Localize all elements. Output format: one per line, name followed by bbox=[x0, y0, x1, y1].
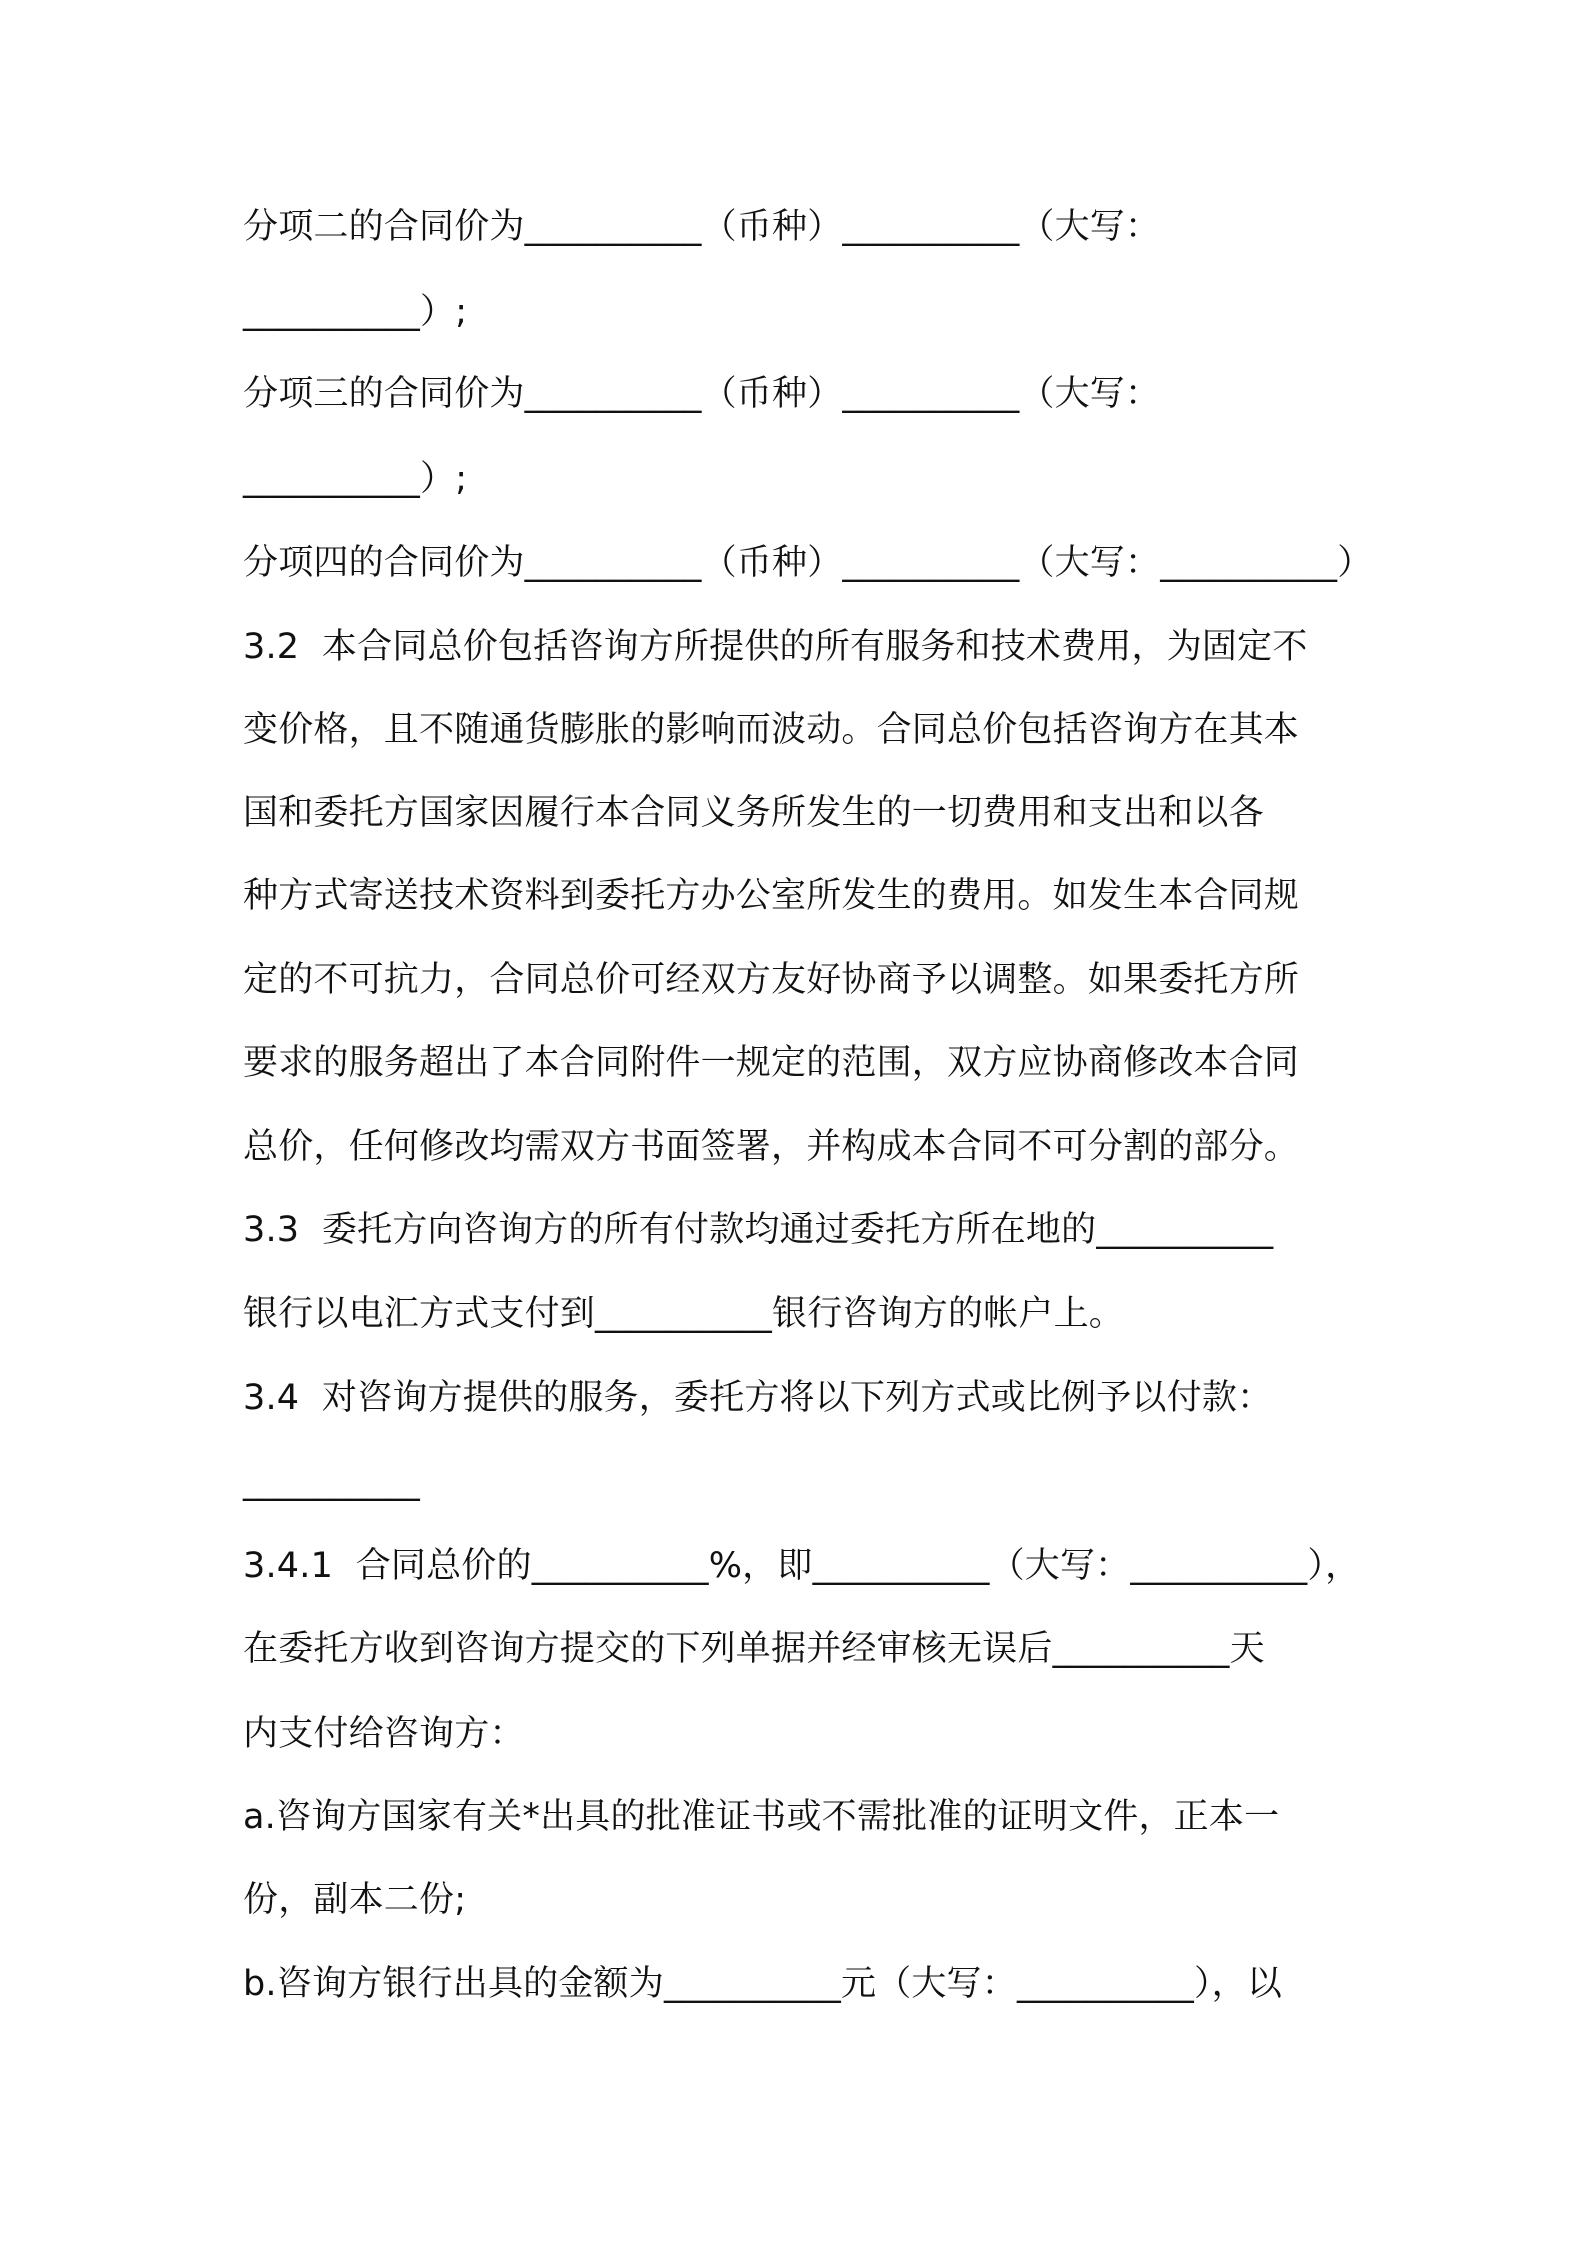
text-line: __________）; bbox=[243, 459, 468, 499]
text-line: 3.3 委托方向咨询方的所有付款均通过委托方所在地的__________ bbox=[243, 1210, 1274, 1250]
text-line: 国和委托方国家因履行本合同义务所发生的一切费用和支出和以各 bbox=[243, 793, 1264, 833]
text-line: b.咨询方银行出具的金额为__________元（大写：__________），以 bbox=[243, 1964, 1283, 2004]
text-line: __________）; bbox=[243, 292, 468, 332]
text-line: 总价，任何修改均需双方书面签署，并构成本合同不可分割的部分。 bbox=[243, 1127, 1300, 1167]
text-line: 3.4 对咨询方提供的服务，委托方将以下列方式或比例予以付款： bbox=[243, 1378, 1273, 1418]
text-line: 要求的服务超出了本合同附件一规定的范围，双方应协商修改本合同 bbox=[243, 1043, 1300, 1083]
text-line: 分项四的合同价为__________（币种）__________（大写：__________） bbox=[243, 543, 1373, 583]
text-line: 变价格，且不随通货膨胀的影响而波动。合同总价包括咨询方在其本 bbox=[243, 710, 1300, 750]
text-line: 3.4.1 合同总价的__________%，即__________（大写：__________）， bbox=[243, 1546, 1361, 1586]
text-line: __________ bbox=[243, 1462, 420, 1502]
text-line: 在委托方收到咨询方提交的下列单据并经审核无误后__________天 bbox=[243, 1629, 1265, 1669]
text-line: 份，副本二份; bbox=[243, 1880, 467, 1920]
text-line: 分项二的合同价为__________（币种）__________（大写： bbox=[243, 207, 1161, 247]
text-line: 定的不可抗力，合同总价可经双方友好协商予以调整。如果委托方所 bbox=[243, 960, 1300, 1000]
text-line: 种方式寄送技术资料到委托方办公室所发生的费用。如发生本合同规 bbox=[243, 876, 1300, 916]
text-line: 内支付给咨询方： bbox=[243, 1714, 525, 1754]
text-line: 银行以电汇方式支付到__________银行咨询方的帐户上。 bbox=[243, 1294, 1125, 1334]
text-line: a.咨询方国家有关*出具的批准证书或不需批准的证明文件，正本一 bbox=[243, 1797, 1280, 1837]
text-line: 3.2 本合同总价包括咨询方所提供的所有服务和技术费用，为固定不 bbox=[243, 627, 1308, 667]
text-line: 分项三的合同价为__________（币种）__________（大写： bbox=[243, 374, 1161, 414]
